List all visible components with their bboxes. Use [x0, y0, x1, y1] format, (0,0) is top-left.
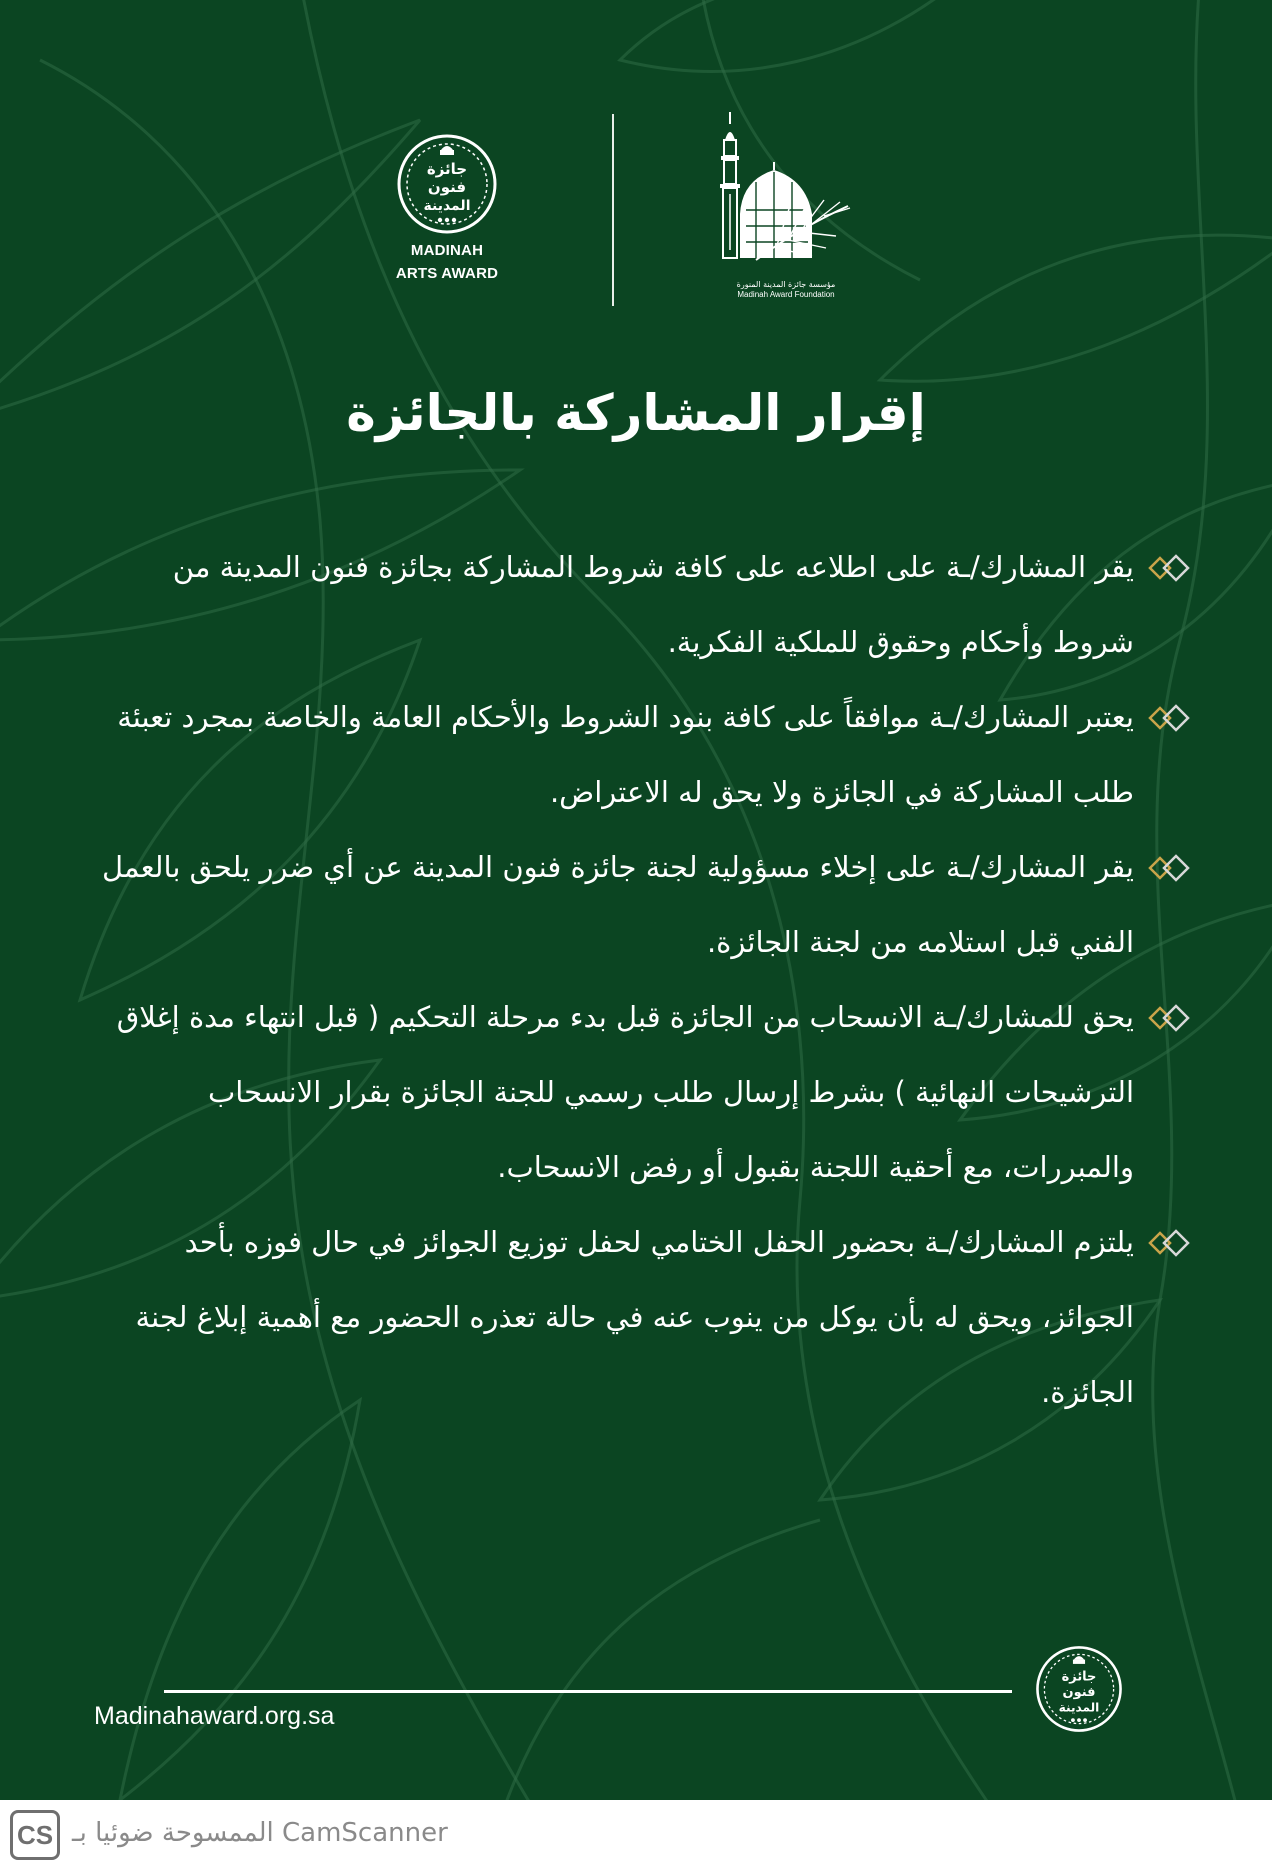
svg-text:جائزة: جائزة	[426, 160, 468, 178]
double-diamond-icon	[1148, 1229, 1192, 1257]
clause-item	[92, 680, 1192, 830]
svg-text:جائزة: جائزة	[1061, 1669, 1097, 1685]
camscanner-text: الممسوحة ضوئيا بـ CamScanner	[72, 1818, 448, 1848]
clause-text: يحق للمشارك/ـة الانسحاب من الجائزة قبل بدء مرحلة التحكيم ( قبل انتهاء مدة إغلاق الترشيحات النهائية ) بشرط إرسال طلب رسمي للجنة الجائزة بقرار الانسحاب والمبررات، مع أحقية اللجنة بقبول أو رفض الانسحاب.	[116, 1000, 1134, 1184]
foundation-caption-ar: مؤسسة جائزة المدينة المنورة	[736, 280, 836, 289]
svg-text:فنون: فنون	[1062, 1684, 1096, 1700]
clause-item	[92, 1205, 1192, 1430]
double-diamond-icon	[1148, 554, 1192, 582]
footer-divider	[164, 1690, 1012, 1693]
svg-text:المدينة: المدينة	[423, 198, 471, 214]
clause-item	[92, 830, 1192, 980]
page-title: إقرار المشاركة بالجائزة	[346, 383, 926, 442]
clause-text: يقر المشارك/ـة على اطلاعه على كافة شروط المشاركة بجائزة فنون المدينة من شروط وأحكام وحقوق للملكية الفكرية.	[172, 550, 1134, 659]
double-diamond-icon	[1148, 854, 1192, 882]
clause-list	[92, 530, 1192, 1430]
logo-divider	[612, 114, 614, 306]
camscanner-watermark	[0, 1800, 1272, 1870]
svg-text:المدينة: المدينة	[1058, 1700, 1100, 1715]
double-diamond-icon	[1148, 704, 1192, 732]
arts-award-caption-line1: MADINAH	[410, 242, 484, 259]
laurel-seal-icon	[1034, 1644, 1124, 1734]
clause-item	[92, 980, 1192, 1205]
clause-text: يلتزم المشارك/ـة بحضور الحفل الختامي لحفل توزيع الجوائز في حال فوزه بأحد الجوائز، ويحق له بأن يوكل من ينوب عنه في حالة تعذره الحضور مع أهمية إبلاغ لجنة الجائزة.	[135, 1225, 1134, 1409]
website-link[interactable]: Madinahaward.org.sa	[94, 1702, 335, 1730]
madinah-award-foundation-logo	[716, 110, 856, 310]
svg-text:فنون: فنون	[427, 178, 467, 196]
camscanner-badge: CS	[10, 1810, 60, 1860]
double-diamond-icon	[1148, 1004, 1192, 1032]
minaret-dome-icon	[716, 110, 856, 280]
madinah-arts-award-logo	[392, 132, 502, 302]
clause-item	[92, 530, 1192, 680]
arts-award-caption-line2: ARTS AWARD	[395, 265, 499, 282]
laurel-seal-icon	[395, 132, 499, 236]
foundation-caption-en: Madinah Award Foundation	[737, 290, 835, 299]
logo-header	[0, 110, 1272, 310]
clause-text: يعتبر المشارك/ـة موافقاً على كافة بنود الشروط والأحكام العامة والخاصة بمجرد تعبئة طلب المشاركة في الجائزة ولا يحق له الاعتراض.	[117, 700, 1134, 809]
clause-text: يقر المشارك/ـة على إخلاء مسؤولية لجنة جائزة فنون المدينة عن أي ضرر يلحق بالعمل الفني قبل استلامه من لجنة الجائزة.	[101, 850, 1134, 959]
